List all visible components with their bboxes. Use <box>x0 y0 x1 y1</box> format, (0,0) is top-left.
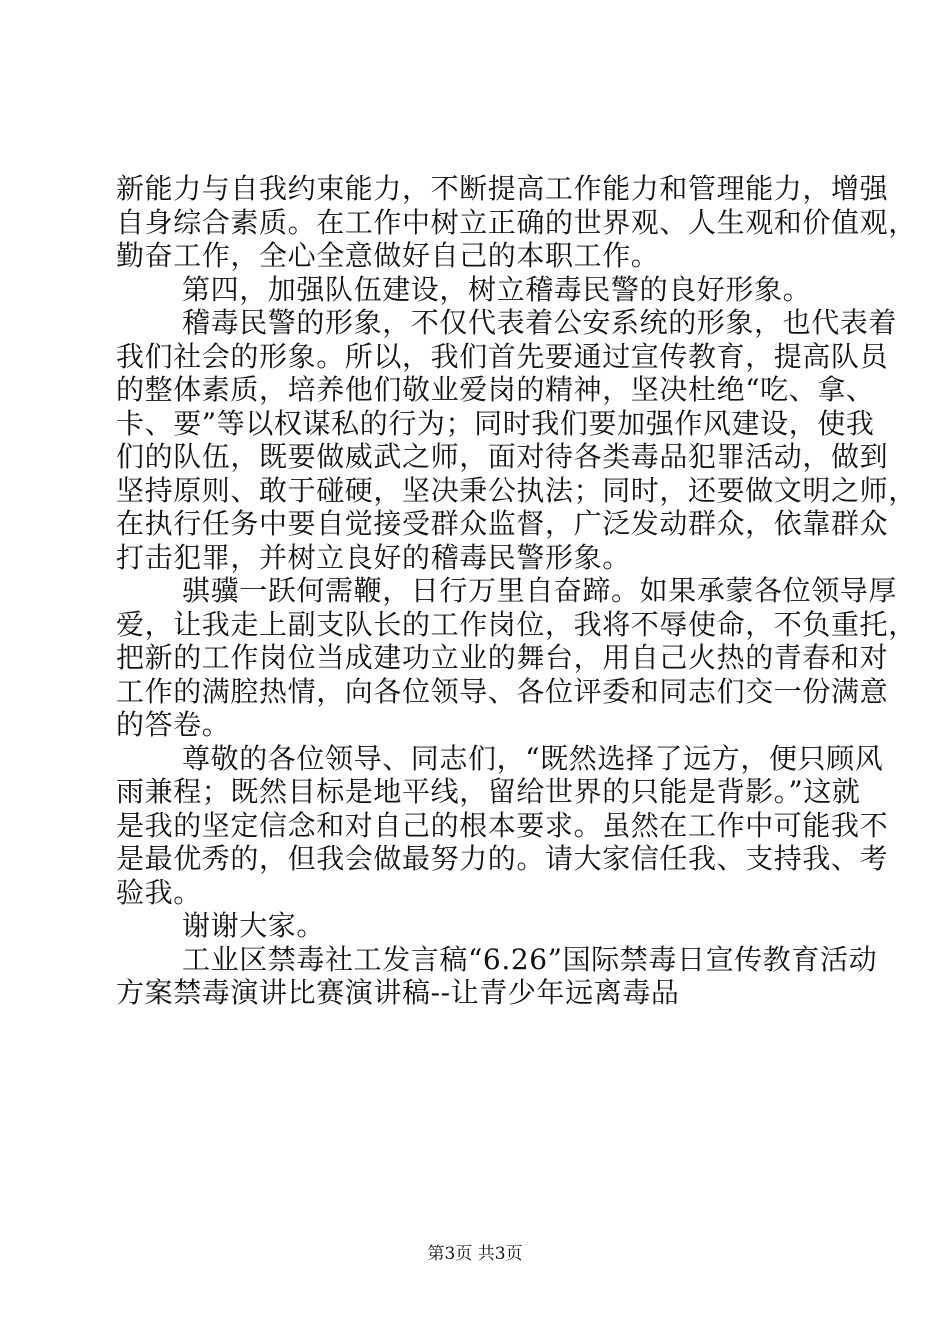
body-text-line: 第四，加强队伍建设，树立稽毒民警的良好形象。 <box>182 272 812 306</box>
body-text-line: 把新的工作岗位当成建功立业的舞台，用自己火热的青春和对 <box>116 641 889 674</box>
body-text-line: 爱，让我走上副支队长的工作岗位，我将不辱使命，不负重托， <box>116 607 917 641</box>
body-text-line: 骐骥一跃何需鞭，日行万里自奋蹄。如果承蒙各位领导厚 <box>182 574 898 607</box>
body-text-line: 卡、要”等以权谋私的行为；同时我们要加强作风建设，使我 <box>116 406 875 440</box>
document-body <box>116 172 917 1010</box>
body-text-line: 工作的满腔热情，向各位领导、各位评委和同志们交一份满意 <box>116 674 889 708</box>
body-text-line: 是我的坚定信念和对自己的根本要求。虽然在工作中可能我不 <box>116 808 889 842</box>
body-text-line: 雨兼程；既然目标是地平线，留给世界的只能是背影。”这就 <box>116 775 861 808</box>
body-text-line: 勤奋工作，全心全意做好自己的本职工作。 <box>116 239 660 272</box>
body-text-line: 工业区禁毒社工发言稿“6.26”国际禁毒日宣传教育活动 <box>182 942 878 976</box>
body-text-line: 打击犯罪，并树立良好的稽毒民警形象。 <box>116 540 631 574</box>
body-text-line: 新能力与自我约束能力，不断提高工作能力和管理能力，增强 <box>116 172 889 205</box>
body-text-line: 在执行任务中要自觉接受群众监督，广泛发动群众，依靠群众 <box>116 507 889 540</box>
body-text-line: 验我。 <box>116 875 202 909</box>
body-text-line: 坚持原则、敢于碰硬，坚决秉公执法；同时，还要做文明之师， <box>116 473 917 507</box>
body-text-line: 自身综合素质。在工作中树立正确的世界观、人生观和价值观， <box>116 205 917 239</box>
body-text-line: 我们社会的形象。所以，我们首先要通过宣传教育，提高队员 <box>116 339 889 373</box>
body-text-line: 是最优秀的，但我会做最努力的。请大家信任我、支持我、考 <box>116 842 889 875</box>
body-text-line: 尊敬的各位领导、同志们，“既然选择了远方，便只顾风 <box>182 741 884 775</box>
body-text-line: 的整体素质，培养他们敬业爱岗的精神，坚决杜绝“吃、拿、 <box>116 373 875 406</box>
page-footer: 第3页 共3页 <box>427 1244 523 1264</box>
body-text-line: 们的队伍，既要做威武之师，面对待各类毒品犯罪活动，做到 <box>116 440 889 473</box>
body-text-line: 方案禁毒演讲比赛演讲稿--让青少年远离毒品 <box>116 976 680 1009</box>
body-text-line: 稽毒民警的形象，不仅代表着公安系统的形象，也代表着 <box>182 306 898 339</box>
body-text-line: 的答卷。 <box>116 708 231 741</box>
body-text-line: 谢谢大家。 <box>182 909 326 942</box>
